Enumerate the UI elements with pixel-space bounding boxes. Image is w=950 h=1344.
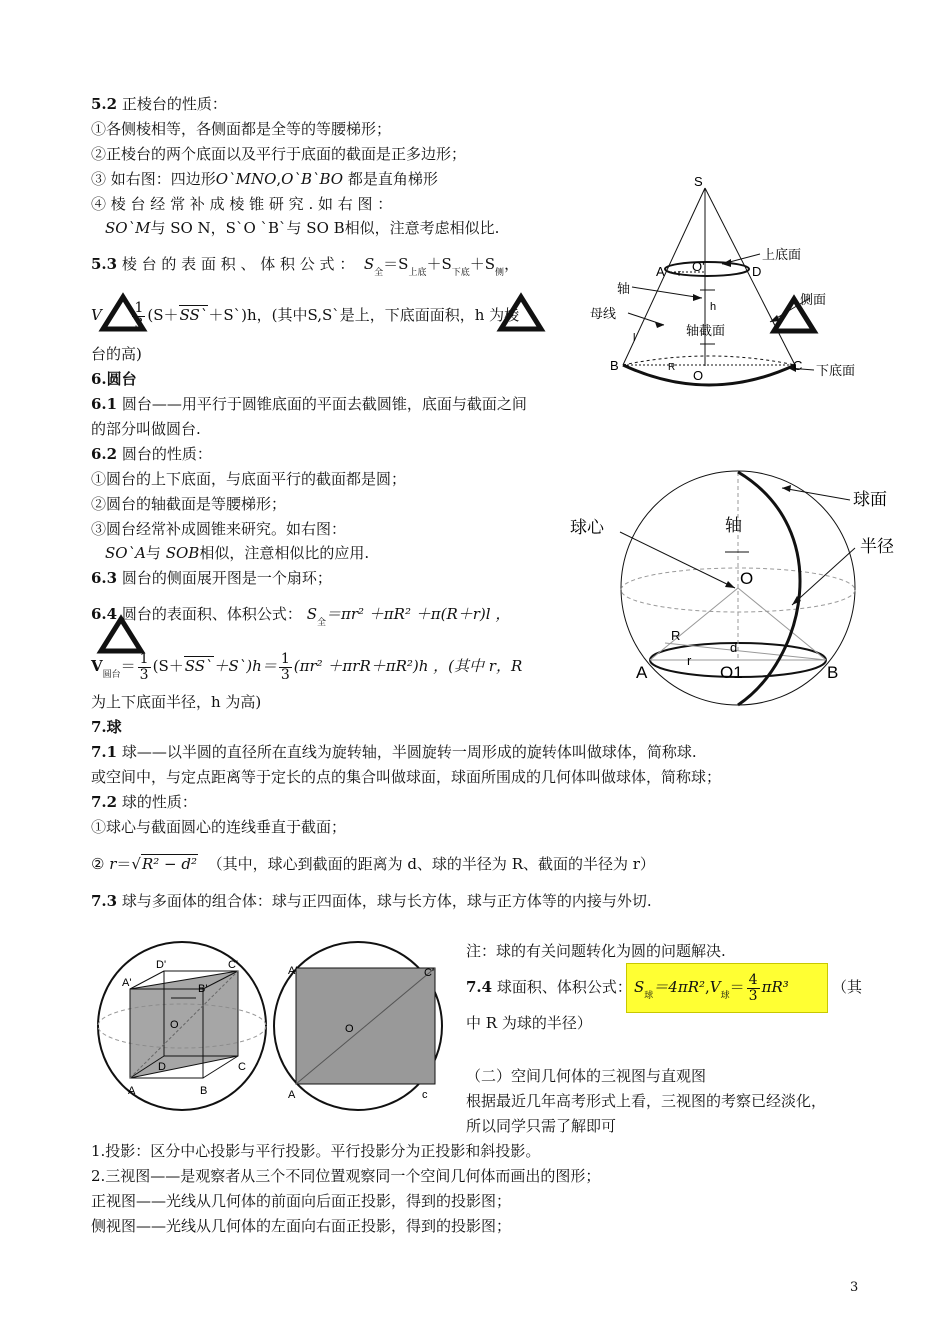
views-l3: 正视图——光线从几何体的前面向后面正投影，得到的投影图；: [91, 1192, 512, 1210]
views-l1: 1.投影：区分中心投影与平行投影。平行投影分为正投影和斜投影。: [91, 1142, 541, 1160]
triangle-mark-4: [771, 296, 817, 334]
frustum-label-a: A: [656, 264, 665, 279]
frustum-label-bottom: 下底面: [816, 363, 856, 378]
cube-label-b1: B': [198, 983, 208, 995]
s62-p3: ③圆台经常补成圆锥来研究。如右图：: [91, 520, 347, 538]
sphere-label-r: r: [687, 653, 692, 668]
s53-formula-volume: V $\frac{1}{3}$ (S＋SS`＋S`)h，(其中S,S`是上，下底面面积，h 为棱: [91, 299, 520, 332]
s74-after1: （其: [832, 978, 863, 996]
s52-title: 5.2 正棱台的性质：: [91, 95, 227, 113]
s71-line1: 7.1 球——以半圆的直径所在直线为旋转轴，半圆旋转一周形成的旋转体叫做球体，简称球.: [91, 743, 697, 761]
square-label-c: c: [422, 1089, 428, 1101]
frustum-figure: [590, 170, 880, 390]
sphere-label-axis: 轴: [725, 516, 742, 535]
cube-sphere-figure: [96, 940, 276, 1120]
square-label-a1: A': [288, 965, 298, 977]
s71-line2: 或空间中，与定点距离等于定长的点的集合叫做球面，球面所围成的几何体叫做球体，简称球；: [91, 768, 722, 786]
triangle-mark-1: [100, 294, 146, 332]
frustum-label-o1: O': [692, 259, 705, 274]
frustum-label-axsec: 轴截面: [686, 323, 726, 338]
square-label-a: A: [288, 1089, 296, 1101]
s63: 6.3 圆台的侧面展开图是一个扇环；: [91, 569, 332, 587]
s62-p4: SO`A与 SOB相似，注意相似比的应用.: [105, 544, 370, 562]
frustum-label-c: C: [793, 358, 803, 373]
s74-formula: $S_球=4\pi R^2,V_球=$ $\frac{4}{3}$ πR³: [634, 971, 789, 1004]
s74-title: 7.4 球面积、体积公式：: [466, 978, 632, 996]
frustum-label-h: h: [710, 301, 717, 313]
sphere-label-bigr: R: [671, 628, 681, 643]
cube-label-b: B: [200, 1085, 208, 1097]
frustum-label-l: l: [633, 332, 636, 344]
views-l4: 侧视图——光线从几何体的左面向右面正投影，得到的投影图；: [91, 1217, 512, 1235]
s62-title: 6.2 圆台的性质：: [91, 445, 212, 463]
s64-volume: $V_{圆台}=$ $\frac{1}{3}$ (S＋SS`＋S`)h＝ $\frac{1}{3}$ (πr² ＋πrR＋πR²)h ，(其中 r，R: [91, 650, 523, 683]
cube-label-d: D: [158, 1061, 166, 1073]
frustum-label-b: B: [610, 358, 619, 373]
s62-p2: ②圆台的轴截面是等腰梯形；: [91, 495, 287, 513]
sphere-label-a: A: [636, 663, 648, 682]
s52-p5: SO`M与 SO N，S`O `B`与 SO B相似，注意考虑相似比.: [105, 219, 500, 237]
s52-p1: ①各侧棱相等，各侧面都是全等的等腰梯形；: [91, 120, 392, 138]
page-number: 3: [850, 1280, 859, 1295]
s72-title: 7.2 球的性质：: [91, 793, 197, 811]
views-p1: 根据最近几年高考形式上看，三视图的考察已经淡化，: [466, 1092, 827, 1110]
frustum-label-r: r: [678, 268, 681, 278]
frustum-label-o: O: [693, 368, 704, 383]
cube-label-d1: D': [156, 959, 167, 971]
views-p2: 所以同学只需了解即可: [466, 1117, 617, 1135]
frustum-label-s: S: [694, 174, 703, 189]
s74-after2: 中 R 为球的半径）: [466, 1014, 592, 1032]
cube-label-a: A: [128, 1085, 136, 1097]
views-l2: 2.三视图——是观察者从三个不同位置观察同一个空间几何体而画出的图形；: [91, 1167, 601, 1185]
sphere-figure: [565, 470, 905, 710]
views-title: （二）空间几何体的三视图与直观图: [466, 1067, 707, 1085]
square-circle-figure: [272, 940, 452, 1120]
sphere-label-b: B: [827, 663, 839, 682]
frustum-label-axis: 轴: [617, 281, 631, 296]
s53-formula-area: 5.3 棱 台 的 表 面 积 、 体 积 公 式 ： $S_全=S_{上底}+S_{下底}+S_侧$，: [91, 255, 520, 278]
frustum-label-gen: 母线: [590, 306, 617, 321]
s64-title: 6.4 圆台的表面积、体积公式： $S_全=\pi r^2 +\pi R^2 +\pi(R+r)l$ ，: [91, 605, 511, 628]
sphere-label-radius: 半径: [860, 537, 894, 556]
frustum-label-d: D: [752, 264, 762, 279]
s64-line2: 为上下底面半径，h 为高): [91, 693, 262, 711]
s73: 7.3 球与多面体的组合体：球与正四面体，球与长方体，球与正方体等的内接与外切.: [91, 892, 652, 910]
s6-title: 6.圆台: [91, 370, 137, 388]
s62-p1: ①圆台的上下底面，与底面平行的截面都是圆；: [91, 470, 407, 488]
sphere-label-o1: O1: [720, 663, 743, 682]
sphere-label-d: d: [730, 640, 738, 655]
s7-note: 注：球的有关问题转化为圆的问题解决.: [466, 942, 726, 960]
cube-label-c: C: [238, 1061, 246, 1073]
s61-line1: 6.1 圆台——用平行于圆锥底面的平面去截圆锥，底面与截面之间: [91, 395, 527, 413]
s53-line2: 台的高): [91, 345, 142, 363]
triangle-mark-2: [498, 294, 544, 332]
sphere-label-center: 球心: [570, 518, 604, 537]
sphere-label-o: O: [740, 569, 754, 588]
s52-p2: ②正棱台的两个底面以及平行于底面的截面是正多边形；: [91, 145, 467, 163]
square-label-o: O: [345, 1023, 354, 1035]
s52-p3: ③ 如右图：四边形O`MNO,O`B`BO 都是直角梯形: [91, 170, 438, 188]
frustum-label-top: 上底面: [762, 247, 802, 262]
s61-line2: 的部分叫做圆台.: [91, 420, 201, 438]
frustum-label-side: 侧面: [800, 292, 827, 307]
cube-label-a1: A': [122, 977, 132, 989]
s52-p4: ④ 棱 台 经 常 补 成 棱 锥 研 究 . 如 右 图 ：: [91, 195, 393, 213]
cube-label-c1: C': [228, 959, 239, 971]
s72-p2: ② r＝√R² − d² （其中，球心到截面的距离为 d、球的半径为 R、截面的半径为 r）: [91, 855, 655, 873]
s7-title: 7.球: [91, 718, 122, 736]
square-label-c1: C': [424, 967, 435, 979]
frustum-label-bigr: R: [668, 362, 676, 373]
sphere-label-surface: 球面: [853, 490, 887, 509]
s72-p1: ①球心与截面圆心的连线垂直于截面；: [91, 818, 347, 836]
cube-label-o: O: [170, 1019, 179, 1031]
